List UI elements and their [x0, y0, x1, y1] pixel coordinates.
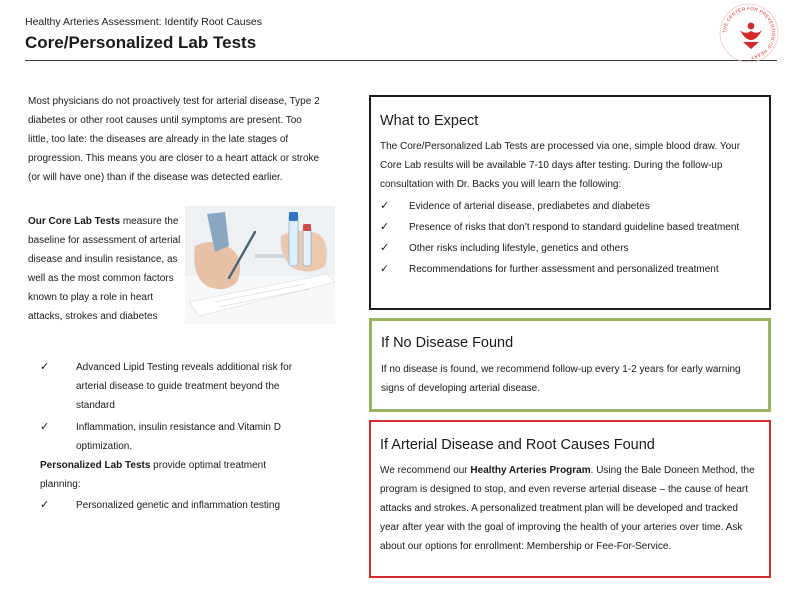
core-lab-description: measure the baseline for assessment of arterial disease and insulin resistance, as well as the most common factors known to play a role in heart attacks, strokes and diabetes: [28, 216, 181, 322]
check-icon: ✓: [40, 421, 50, 433]
personalized-lab-paragraph: [40, 456, 300, 494]
check-icon: ✓: [40, 499, 50, 511]
page-supertitle: Healthy Arteries Assessment: Identify Root Causes: [25, 16, 262, 28]
center-logo: [718, 2, 780, 64]
what-to-expect-body: The Core/Personalized Lab Tests are processed via one, simple blood draw. Your Core Lab results will be available 7-10 days after testing. During the follow-up consultation with Dr. Backs you will learn the following:: [380, 141, 741, 190]
personalized-lab-description: provide optimal treatment planning:: [40, 460, 267, 490]
core-lab-item: Advanced Lipid Testing reveals additional risk for arterial disease to guide treatment beyond the standard: [76, 362, 293, 411]
list-item: [380, 239, 760, 258]
check-icon: ✓: [380, 200, 390, 212]
disease-found-box: [369, 420, 771, 578]
logo-figure-head-icon: [748, 23, 755, 30]
no-disease-title: If No Disease Found: [381, 335, 514, 351]
expect-item: Other risks including lifestyle, genetics and others: [409, 243, 629, 254]
list-item: [380, 218, 760, 237]
core-lab-list: [40, 358, 315, 456]
list-item: [40, 358, 315, 415]
disease-found-text: We recommend our: [380, 465, 471, 476]
list-item: [40, 496, 310, 515]
check-icon: ✓: [380, 221, 390, 233]
no-disease-body: If no disease is found, we recommend follow-up every 1-2 years for early warning signs of developing arterial disease.: [381, 364, 741, 394]
personalized-lab-term: Personalized Lab Tests: [40, 460, 151, 471]
logo-text: THE CENTER FOR PREVENTION OF HEART: [721, 5, 777, 60]
healthy-arteries-program-term: Healthy Arteries Program: [470, 465, 591, 476]
check-icon: ✓: [380, 242, 390, 254]
list-item: [380, 197, 760, 216]
personalized-lab-list: [40, 496, 310, 515]
what-to-expect-list: [380, 197, 760, 279]
check-icon: ✓: [40, 361, 50, 373]
blood-test-photo: [185, 206, 335, 324]
intro-paragraph: Most physicians do not proactively test for arterial disease, Type 2 diabetes or other root causes until symptoms are present. Too little, too late: the diseases are already in the late stages of progression. This means you are closer to a heart attack or stroke (or will have one) than if the disease was detected earlier.: [28, 96, 320, 183]
expect-item: Presence of risks that don’t respond to standard guideline based treatment: [409, 222, 740, 233]
list-item: [40, 418, 315, 456]
personalized-lab-item: Personalized genetic and inflammation testing: [76, 500, 281, 511]
list-item: [380, 260, 760, 279]
disease-found-text: . Using the Bale Doneen Method, the program is designed to stop, and even reverse arterial disease – the cause of heart attacks and strokes. A personalized treatment plan will be developed and tracked year after year with the goal of improving the health of your arteries over time. Ask about our options for enrollment: Membership or Fee-For-Service.: [380, 465, 755, 552]
page-title: Core/Personalized Lab Tests: [25, 33, 257, 52]
disease-found-title: If Arterial Disease and Root Causes Found: [380, 437, 655, 453]
core-lab-term: Our Core Lab Tests: [28, 216, 121, 227]
core-lab-paragraph: [28, 212, 188, 326]
check-icon: ✓: [380, 263, 390, 275]
no-disease-box: [369, 318, 771, 412]
logo-heart-icon: [743, 42, 759, 49]
disease-found-body: [380, 461, 760, 556]
expect-item: Evidence of arterial disease, prediabetes and diabetes: [409, 201, 650, 212]
core-lab-item: Inflammation, insulin resistance and Vitamin D optimization.: [76, 422, 281, 452]
what-to-expect-title: What to Expect: [380, 113, 479, 129]
header-divider: [25, 60, 777, 61]
logo-figure-icon: [740, 30, 762, 40]
expect-item: Recommendations for further assessment and personalized treatment: [409, 264, 719, 275]
what-to-expect-box: [369, 95, 771, 310]
